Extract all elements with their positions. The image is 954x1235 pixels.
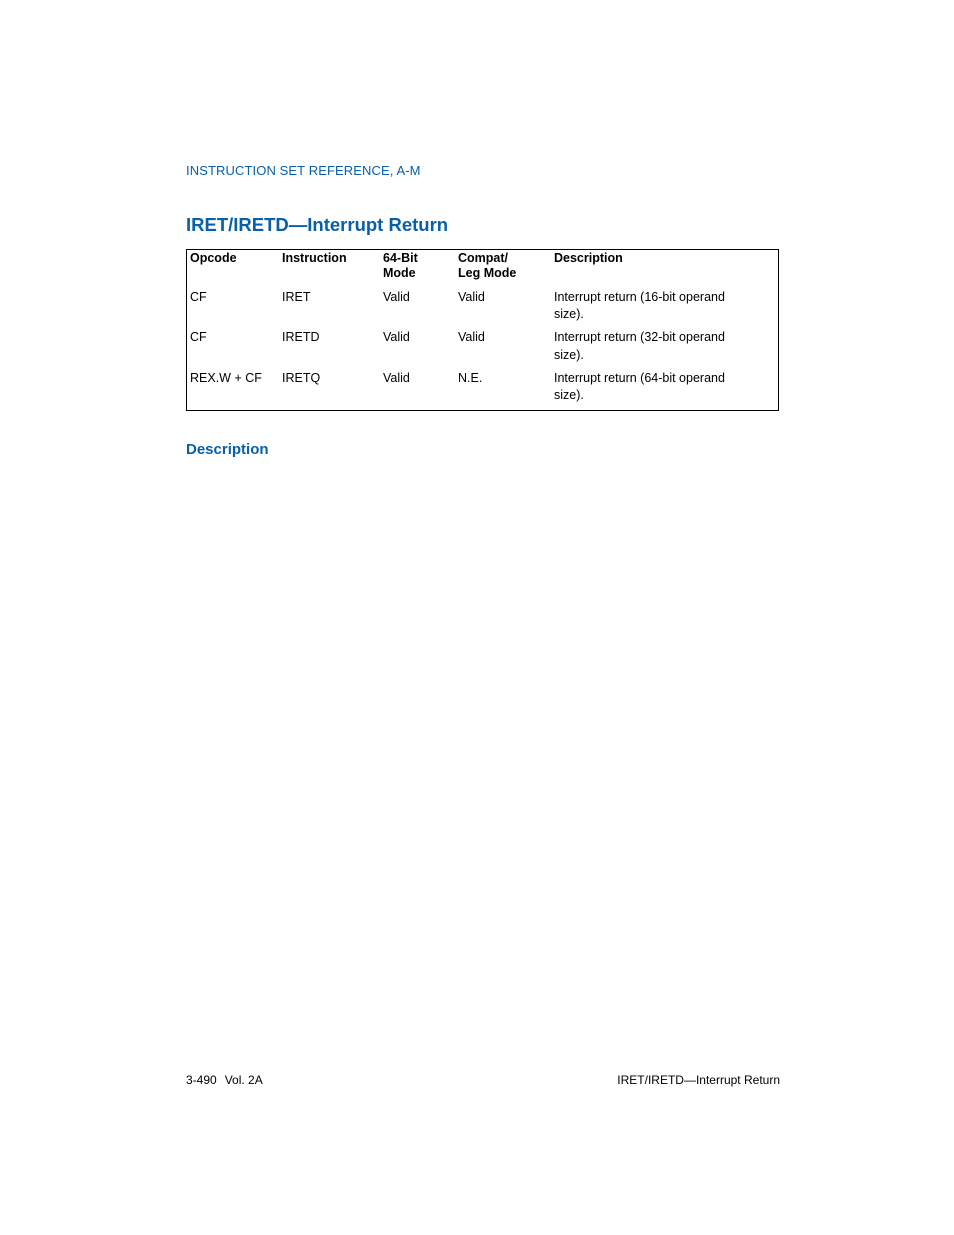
row3-description-line1: Interrupt return (64-bit operand bbox=[554, 371, 725, 385]
page-title: IRET/IRETD—Interrupt Return bbox=[186, 214, 449, 235]
section-heading-description: Description bbox=[186, 441, 269, 458]
header-64bit-line2: Mode bbox=[383, 266, 416, 280]
row1-mode64: Valid bbox=[383, 290, 410, 304]
header-64bit-line1: 64-Bit bbox=[383, 251, 418, 265]
row3-mode64: Valid bbox=[383, 371, 410, 385]
header-instruction: Instruction bbox=[282, 251, 347, 265]
running-header: INSTRUCTION SET REFERENCE, A-M bbox=[186, 163, 421, 178]
row1-compat: Valid bbox=[458, 290, 485, 304]
opcode-table bbox=[186, 249, 779, 411]
footer-right: IRET/IRETD—Interrupt Return bbox=[617, 1073, 780, 1087]
row2-description-line1: Interrupt return (32-bit operand bbox=[554, 330, 725, 344]
row2-compat: Valid bbox=[458, 330, 485, 344]
header-description: Description bbox=[554, 251, 623, 265]
row2-instruction: IRETD bbox=[282, 330, 320, 344]
row2-description-line2: size). bbox=[554, 348, 584, 362]
header-compat-line2: Leg Mode bbox=[458, 266, 517, 280]
row3-opcode: REX.W + CF bbox=[190, 371, 262, 385]
row3-compat: N.E. bbox=[458, 371, 483, 385]
row3-description-line2: size). bbox=[554, 388, 584, 402]
row1-description-line2: size). bbox=[554, 307, 584, 321]
row3-instruction: IRETQ bbox=[282, 371, 321, 385]
page-number: 3-490 bbox=[186, 1073, 217, 1087]
volume-label: Vol. 2A bbox=[224, 1073, 263, 1087]
row2-mode64: Valid bbox=[383, 330, 410, 344]
row1-opcode: CF bbox=[190, 290, 207, 304]
footer-left bbox=[186, 1073, 263, 1087]
row1-instruction: IRET bbox=[282, 290, 311, 304]
row1-description-line1: Interrupt return (16-bit operand bbox=[554, 290, 725, 304]
row2-opcode: CF bbox=[190, 330, 207, 344]
header-opcode: Opcode bbox=[190, 251, 237, 265]
header-compat-line1: Compat/ bbox=[458, 251, 508, 265]
